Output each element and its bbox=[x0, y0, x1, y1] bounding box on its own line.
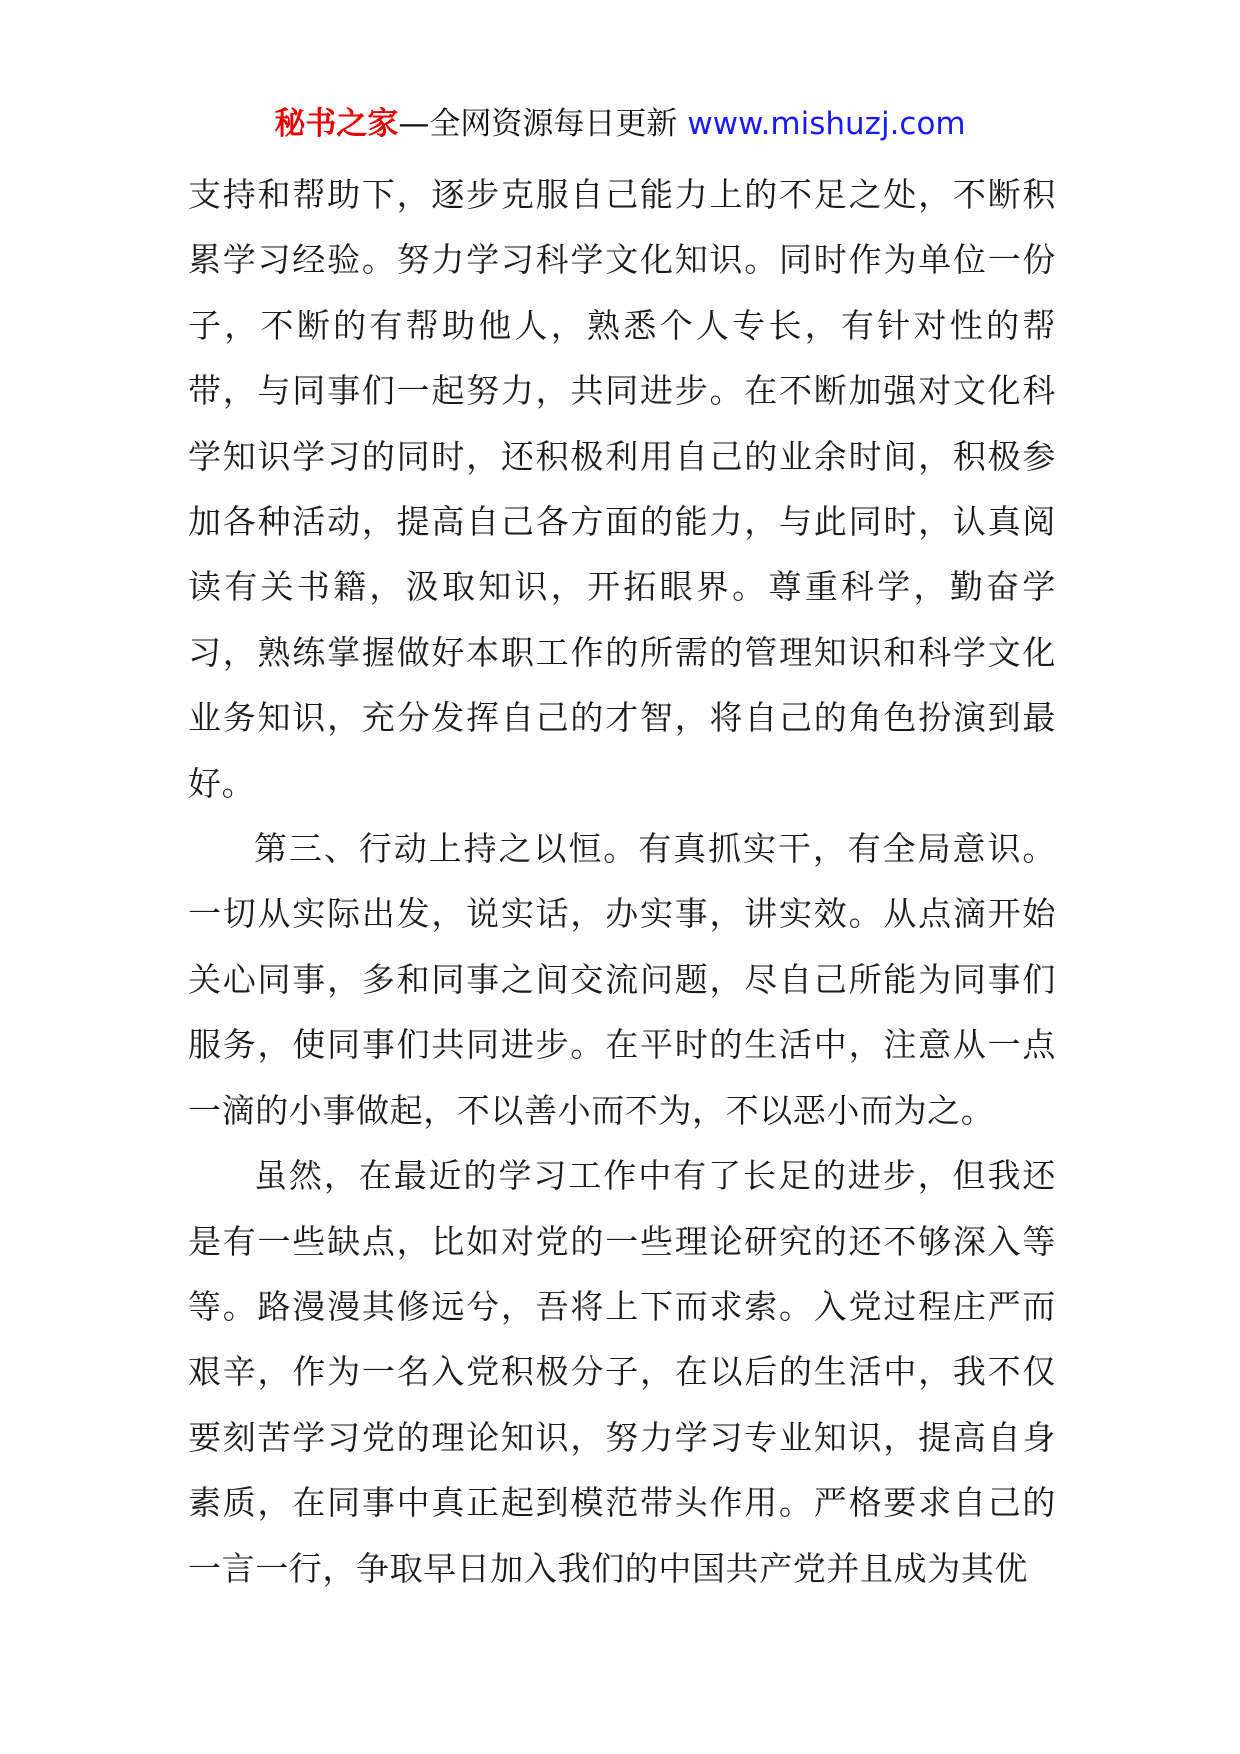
paragraph-third-point: 第三、行动上持之以恒。有真抓实干，有全局意识。一切从实际出发，说实话，办实事，讲实效。从点滴开始关心同事，多和同事之间交流问题，尽自己所能为同事们服务，使同事们共同进步。在平时的生活中，注意从一点一滴的小事做起，不以善小而不为，不以恶小而为之。 bbox=[188, 829, 1056, 1130]
paragraph-conclusion: 虽然，在最近的学习工作中有了长足的进步，但我还是有一些缺点，比如对党的一些理论研究的还不够深入等等。路漫漫其修远兮，吾将上下而求索。入党过程庄严而艰辛，作为一名入党积极分子，在以后的生活中，我不仅要刻苦学习党的理论知识，努力学习专业知识，提高自身素质，在同事中真正起到模范带头作用。严格要求自己的一言一行，争取早日加入我们的中国共产党并且成为其优 bbox=[188, 1156, 1056, 1588]
site-url-link[interactable]: www.mishuzj.com bbox=[687, 106, 966, 142]
brand-name: 秘书之家 bbox=[274, 106, 399, 142]
header-tagline: —全网资源每日更新 bbox=[398, 106, 678, 142]
paragraph-continuation: 支持和帮助下，逐步克服自己能力上的不足之处，不断积累学习经验。努力学习科学文化知识。同时作为单位一份子，不断的有帮助他人，熟悉个人专长，有针对性的帮带，与同事们一起努力，共同进步。在不断加强对文化科学知识学习的同时，还积极利用自己的业余时间，积极参加各种活动，提高自己各方面的能力，与此同时，认真阅读有关书籍，汲取知识，开拓眼界。尊重科学，勤奋学习，熟练掌握做好本职工作的所需的管理知识和科学文化业务知识，充分发挥自己的才智，将自己的角色扮演到最好。 bbox=[188, 175, 1056, 803]
document-body bbox=[188, 162, 1056, 1601]
page-header bbox=[0, 104, 1240, 144]
